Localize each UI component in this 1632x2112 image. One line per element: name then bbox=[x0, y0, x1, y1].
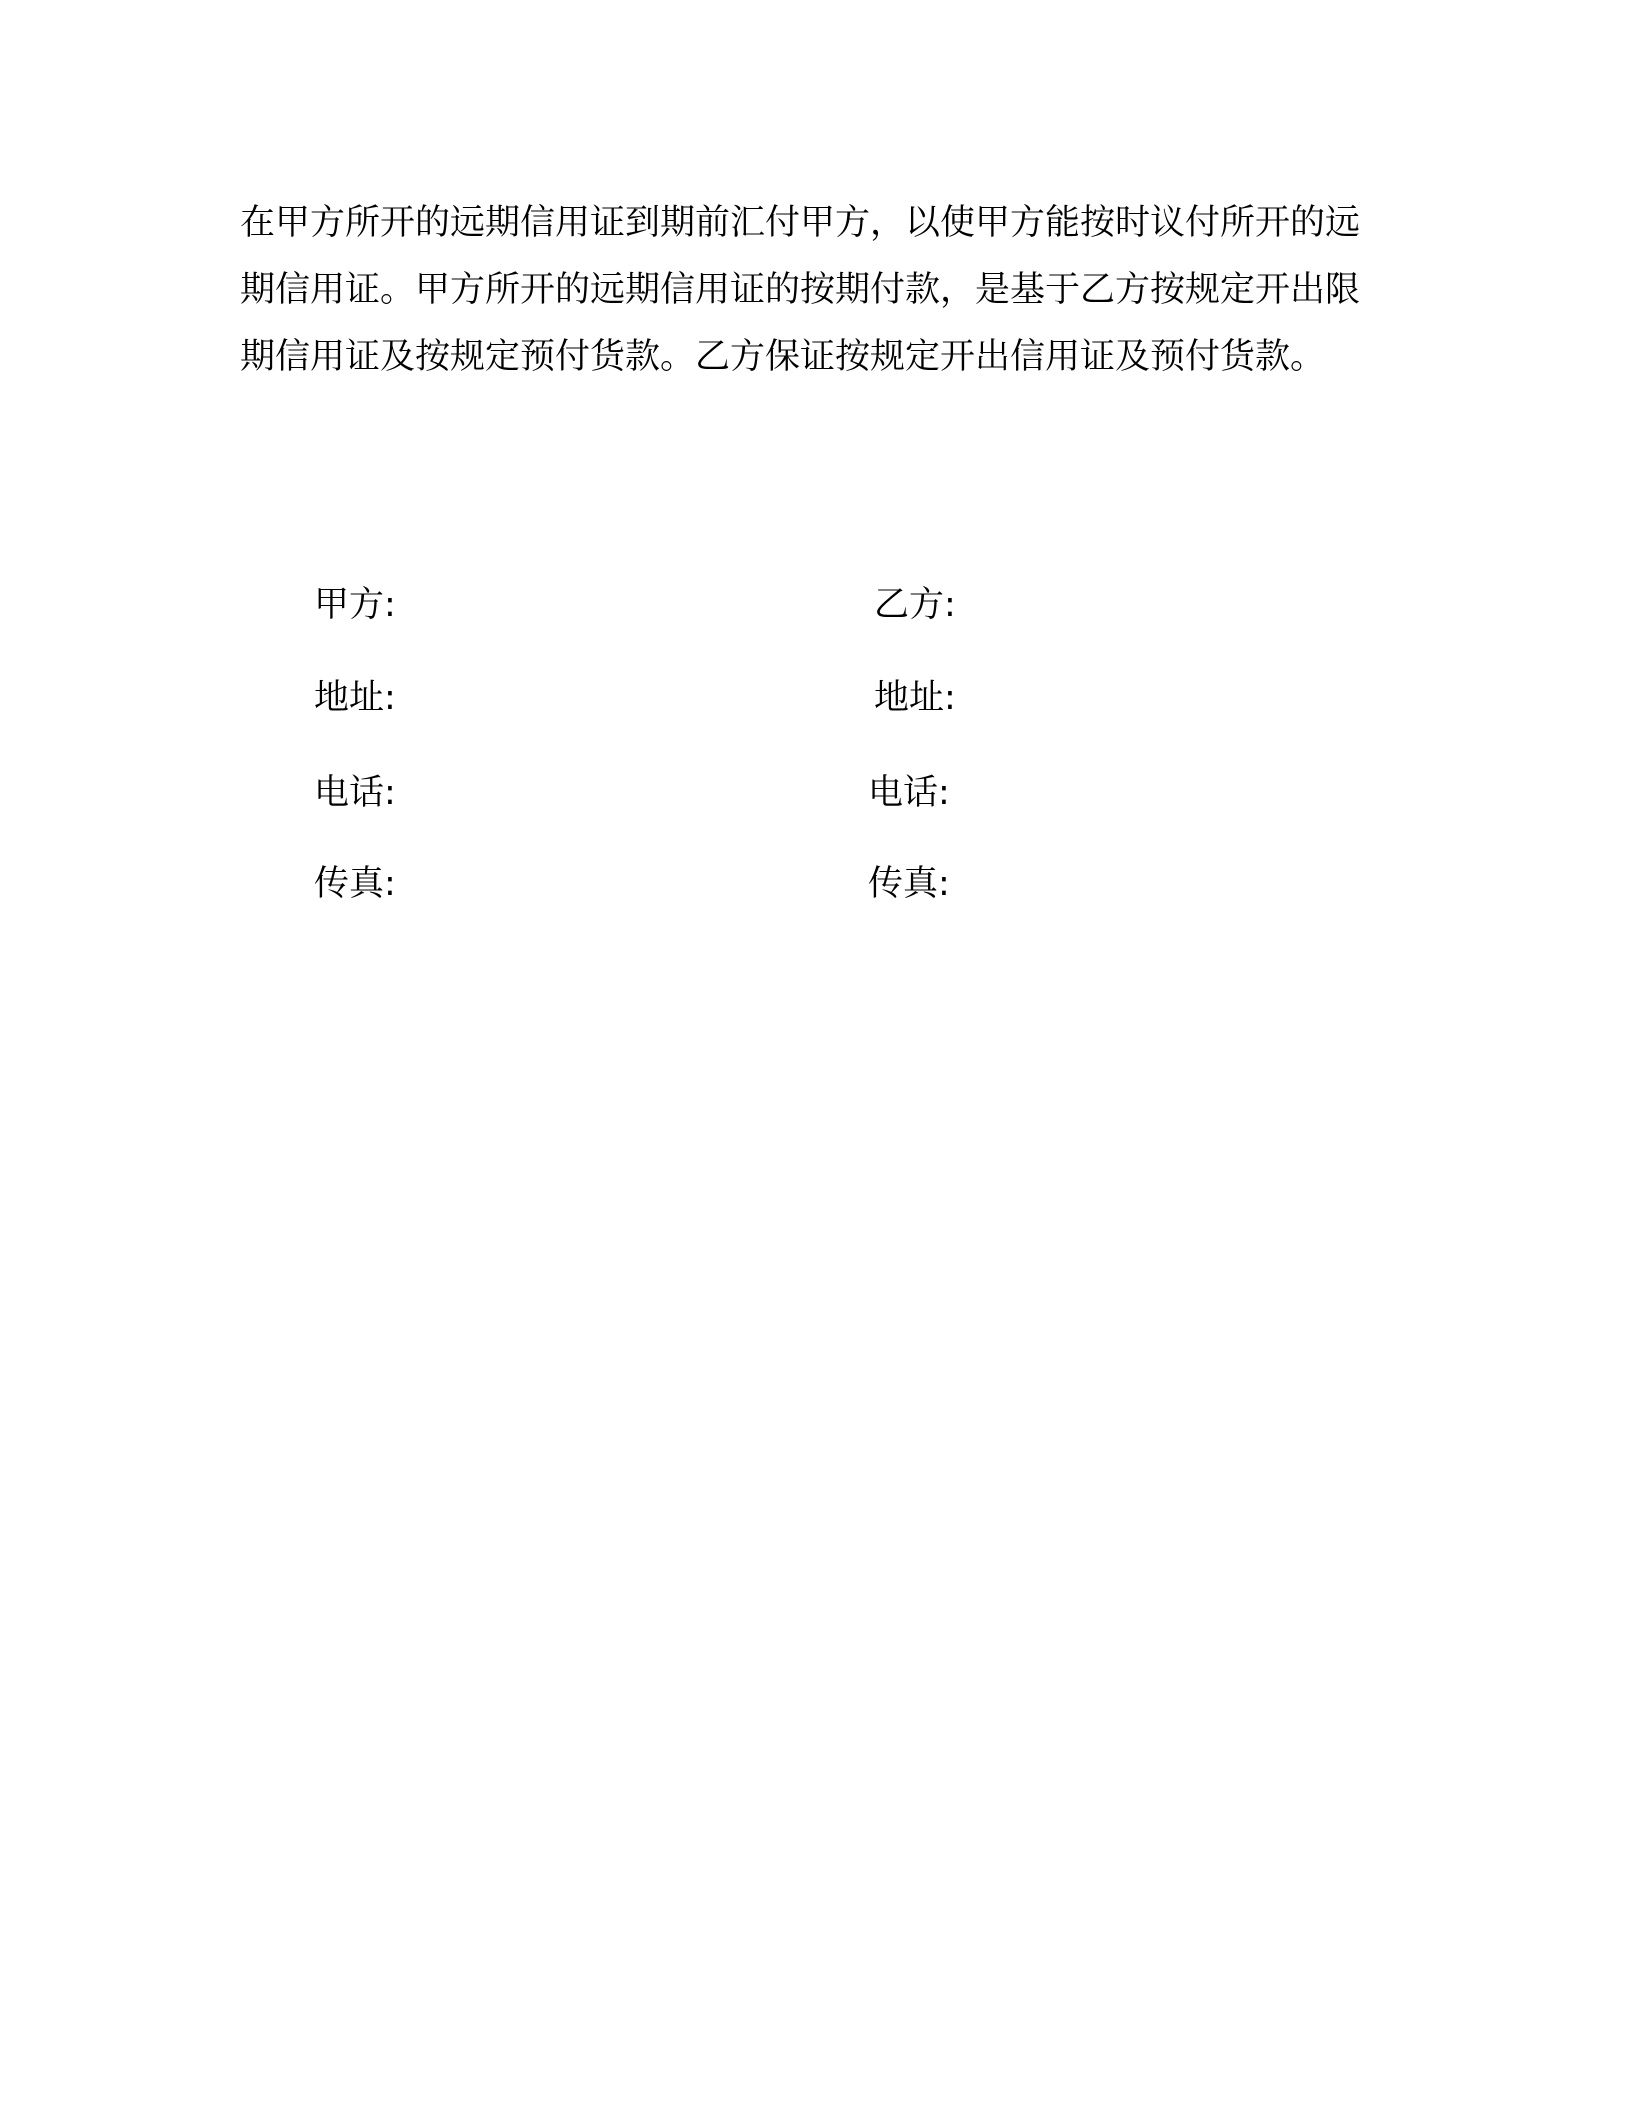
party-b-name-label: 乙方: bbox=[874, 585, 956, 625]
contract-paragraph: 在甲方所开的远期信用证到期前汇付甲方，以使甲方能按时议付所开的远期信用证。甲方所开的远期信用证的按期付款，是基于乙方按规定开出限期信用证及按规定预付货款。乙方保证按规定开出信用证及预付货款。 bbox=[240, 203, 1361, 377]
party-a-name-label: 甲方: bbox=[314, 585, 396, 625]
party-b-phone-label: 电话: bbox=[868, 773, 950, 813]
party-a-address-label: 地址: bbox=[314, 678, 396, 718]
party-b-address-label: 地址: bbox=[874, 678, 956, 718]
party-a-phone-label: 电话: bbox=[314, 773, 396, 813]
party-a-fax-label: 传真: bbox=[314, 864, 396, 904]
party-b-fax-label: 传真: bbox=[868, 864, 950, 904]
